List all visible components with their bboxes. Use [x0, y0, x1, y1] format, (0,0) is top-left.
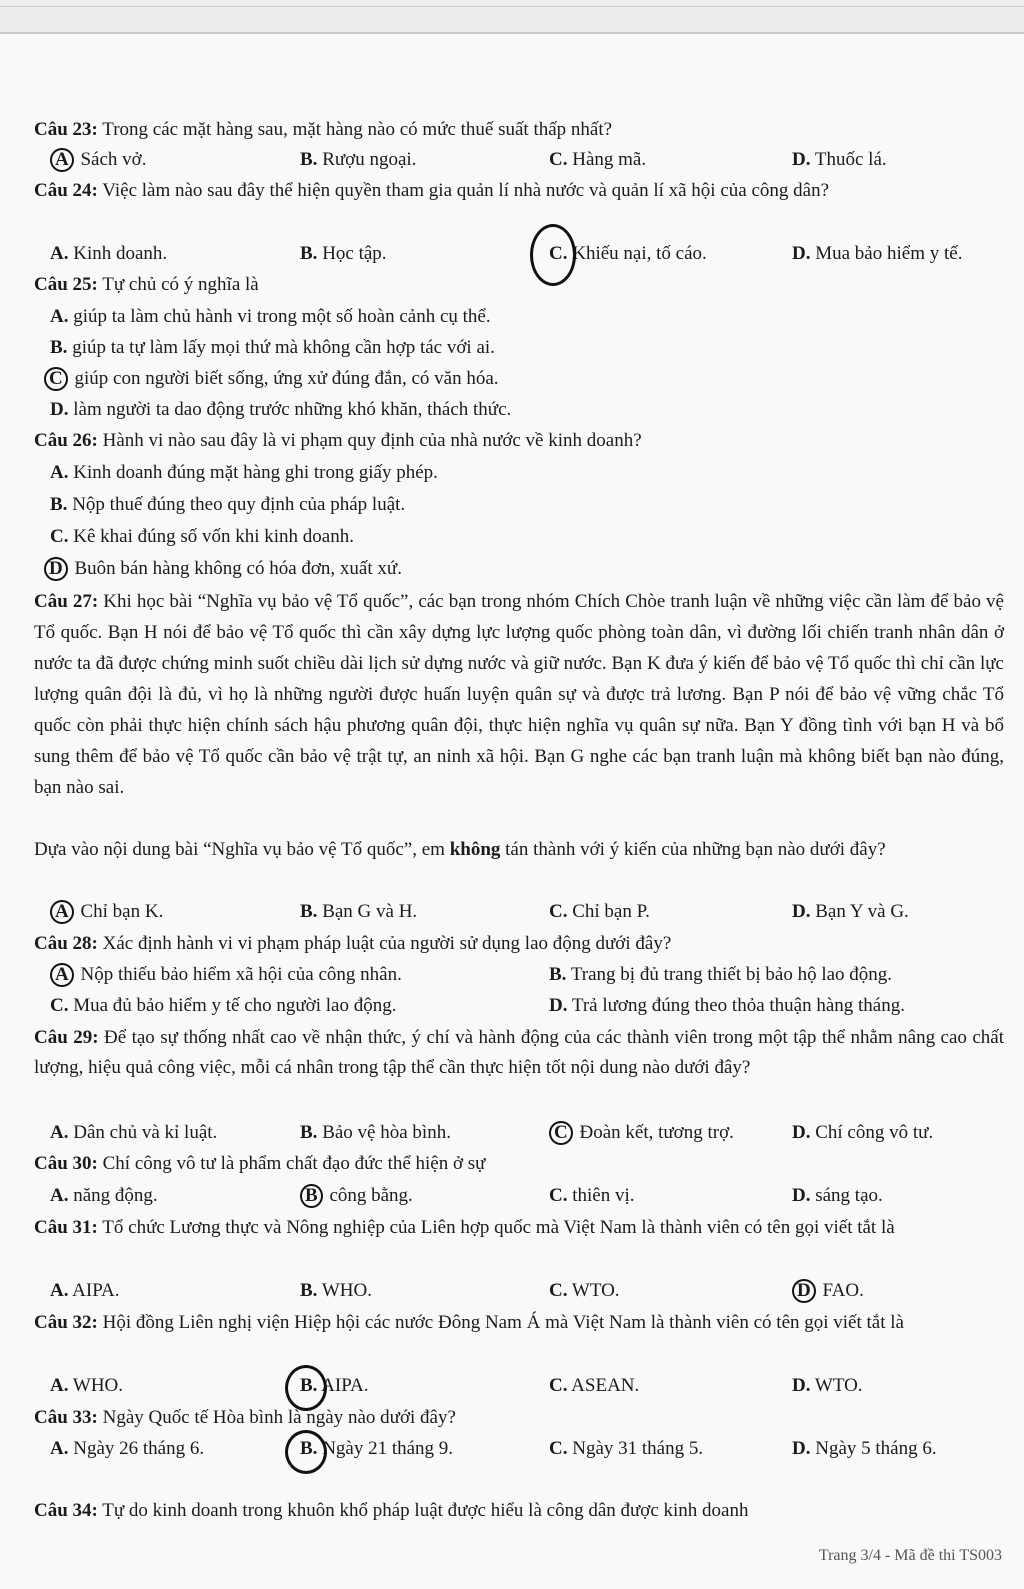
- option-b: B công bằng.: [300, 1181, 413, 1211]
- page-footer: Trang 3/4 - Mã đề thi TS003: [818, 1547, 1002, 1564]
- question-27: [34, 586, 1004, 803]
- question-text: Khi học bài “Nghĩa vụ bảo vệ Tổ quốc”, các bạn trong nhóm Chích Chòe tranh luận về những việc cần làm để bảo vệ Tổ quốc. Bạn H nói để bảo vệ Tổ quốc thì cần xây dựng lực lượng quốc phòng toàn dân, vì đường lối chiến tranh nhân dân ở nước ta đã được chứng minh suốt chiều dài lịch sử dựng nước và giữ nước. Bạn K đưa ý kiến để bảo vệ Tổ quốc thì chỉ cần lực lượng quân đội là đủ, vì họ là những người được huấn luyện quân sự và được trả lương. Bạn P nói để bảo vệ vững chắc Tổ quốc còn phải thực hiện chính sách hậu phương quân đội, thực hiện nghĩa vụ quân sự nữa. Bạn Y đồng tình với bạn H và bổ sung thêm để bảo vệ Tổ quốc cần bảo vệ trật tự, an ninh xã hội. Bạn G nghe các bạn tranh luận mà không biết bạn nào đúng, bạn nào sai.: [34, 591, 1004, 798]
- question-27-options: [34, 897, 1014, 927]
- option-d: D. sáng tạo.: [792, 1185, 883, 1206]
- option-d: D Buôn bán hàng không có hóa đơn, xuất xứ.: [44, 554, 402, 584]
- question-text: Trong các mặt hàng sau, mặt hàng nào có mức thuế suất thấp nhất?: [97, 119, 613, 140]
- option-a: A. năng động.: [50, 1185, 158, 1206]
- question-label: Câu 30:: [34, 1153, 98, 1174]
- option-c: C. WTO.: [549, 1280, 620, 1301]
- question-28: [34, 929, 1004, 959]
- answer-mark-circle: [285, 1430, 327, 1474]
- question-23: [34, 115, 1004, 145]
- question-23-options: [34, 145, 1014, 175]
- question-label: Câu 31:: [34, 1217, 98, 1238]
- question-text: Tự do kinh doanh trong khuôn khổ pháp luật được hiểu là công dân được kinh doanh: [97, 1500, 749, 1521]
- question-label: Câu 33:: [34, 1407, 98, 1428]
- question-29: [34, 1023, 1004, 1083]
- question-32-options: [34, 1371, 1014, 1401]
- option-c: C. Mua đủ bảo hiểm y tế cho người lao động.: [50, 995, 397, 1016]
- option-b: B. WHO.: [300, 1280, 372, 1301]
- question-25: [34, 270, 1004, 300]
- question-label: Câu 28:: [34, 933, 98, 954]
- option-a: A. AIPA.: [50, 1280, 120, 1301]
- question-text: Việc làm nào sau đây thể hiện quyền tham gia quản lí nhà nước và quản lí xã hội của công dân?: [97, 180, 830, 201]
- question-label: Câu 24:: [34, 180, 98, 201]
- question-label: Câu 25:: [34, 274, 98, 295]
- question-text: Ngày Quốc tế Hòa bình là ngày nào dưới đây?: [97, 1407, 456, 1428]
- option-a: A. Ngày 26 tháng 6.: [50, 1438, 205, 1459]
- question-text: Tổ chức Lương thực và Nông nghiệp của Liên hợp quốc mà Việt Nam là thành viên có tên gọi viết tắt là: [97, 1217, 895, 1238]
- option-c: C. Chỉ bạn P.: [549, 901, 650, 922]
- option-d: D. Mua bảo hiểm y tế.: [792, 243, 963, 264]
- option-a: A. Dân chủ và kỉ luật.: [50, 1122, 218, 1143]
- question-34: [34, 1496, 1004, 1526]
- question-33: [34, 1403, 1004, 1433]
- option-d: D. Thuốc lá.: [792, 149, 887, 170]
- option-d: D. Bạn Y và G.: [792, 901, 909, 922]
- question-text: Tự chủ có ý nghĩa là: [97, 274, 259, 295]
- option-b: B. Nộp thuế đúng theo quy định của pháp luật.: [50, 494, 406, 515]
- option-a: A Nộp thiếu bảo hiểm xã hội của công nhân.: [50, 960, 402, 990]
- option-c: C. Ngày 31 tháng 5.: [549, 1438, 704, 1459]
- option-b: B. Bảo vệ hòa bình.: [300, 1122, 451, 1143]
- question-26: [34, 426, 1004, 456]
- option-d: D. làm người ta dao động trước những khó khăn, thách thức.: [50, 399, 512, 420]
- question-24: [34, 176, 1004, 206]
- option-a: A Sách vở.: [50, 145, 146, 175]
- question-text: Để tạo sự thống nhất cao về nhận thức, ý chí và hành động của các thành viên trong một tập thể nhằm nâng cao chất lượng, hiệu quả công việc, mỗi cá nhân trong tập thể cần thực hiện tốt nội dung nào dưới đây?: [34, 1027, 1004, 1078]
- question-label: Câu 26:: [34, 430, 98, 451]
- option-b: B. Học tập.: [300, 243, 387, 264]
- emphasis-not: không: [449, 839, 501, 860]
- option-a: A Chỉ bạn K.: [50, 897, 163, 927]
- option-b: B. Rượu ngoại.: [300, 149, 417, 170]
- option-a: A. Kinh doanh.: [50, 243, 168, 264]
- option-d: D. WTO.: [792, 1375, 863, 1396]
- question-31-options: [34, 1276, 1014, 1306]
- option-c: C. Khiếu nại, tố cáo.: [549, 243, 707, 264]
- top-divider: [0, 6, 1024, 7]
- question-28-options-row-2: [34, 991, 1014, 1021]
- question-31: [34, 1213, 1004, 1243]
- question-label: Câu 34:: [34, 1500, 98, 1521]
- question-33-options: [34, 1434, 1014, 1464]
- option-a: A. WHO.: [50, 1375, 124, 1396]
- option-d: D. Trả lương đúng theo thỏa thuận hàng tháng.: [549, 995, 905, 1016]
- option-b: B. giúp ta tự làm lấy mọi thứ mà không cần hợp tác với ai.: [50, 337, 495, 358]
- question-30: [34, 1149, 1004, 1179]
- question-label: Câu 32:: [34, 1312, 98, 1333]
- option-c: C Đoàn kết, tương trợ.: [549, 1118, 734, 1148]
- question-30-options: [34, 1181, 1014, 1211]
- option-d: D. Ngày 5 tháng 6.: [792, 1438, 937, 1459]
- question-29-options: [34, 1118, 1014, 1148]
- question-28-options-row-1: [34, 960, 1014, 990]
- question-label: Câu 23:: [34, 119, 98, 140]
- question-text: Hội đồng Liên nghị viện Hiệp hội các nước Đông Nam Á mà Việt Nam là thành viên có tên gọi viết tắt là: [97, 1312, 904, 1333]
- option-b: B. Bạn G và H.: [300, 901, 418, 922]
- option-b: B. Ngày 21 tháng 9.: [300, 1438, 454, 1459]
- option-c: C giúp con người biết sống, ứng xử đúng đắn, có văn hóa.: [44, 364, 499, 394]
- option-b: B. AIPA.: [300, 1375, 369, 1396]
- option-c: C. ASEAN.: [549, 1375, 640, 1396]
- option-a: A. giúp ta làm chủ hành vi trong một số hoàn cảnh cụ thể.: [50, 306, 491, 327]
- question-32: [34, 1308, 1004, 1338]
- question-24-options: [34, 239, 1014, 269]
- question-label: Câu 27:: [34, 591, 99, 612]
- option-c: C. Kê khai đúng số vốn khi kinh doanh.: [50, 526, 354, 547]
- option-d: D FAO.: [792, 1276, 864, 1306]
- question-label: Câu 29:: [34, 1027, 99, 1048]
- question-text: Hành vi nào sau đây là vi phạm quy định của nhà nước về kinh doanh?: [97, 430, 642, 451]
- option-c: C. thiên vị.: [549, 1185, 635, 1206]
- option-a: A. Kinh doanh đúng mặt hàng ghi trong giấy phép.: [50, 462, 438, 483]
- option-c: C. Hàng mã.: [549, 149, 647, 170]
- question-text: Xác định hành vi vi phạm pháp luật của người sử dụng lao động dưới đây?: [97, 933, 672, 954]
- question-text: Chí công vô tư là phẩm chất đạo đức thể hiện ở sự: [97, 1153, 486, 1174]
- question-27-prompt: Dựa vào nội dung bài “Nghĩa vụ bảo vệ Tổ quốc”, em không tán thành với ý kiến của những bạn nào dưới đây?: [34, 839, 886, 860]
- option-d: D. Chí công vô tư.: [792, 1122, 934, 1143]
- option-b: B. Trang bị đủ trang thiết bị bảo hộ lao động.: [549, 964, 893, 985]
